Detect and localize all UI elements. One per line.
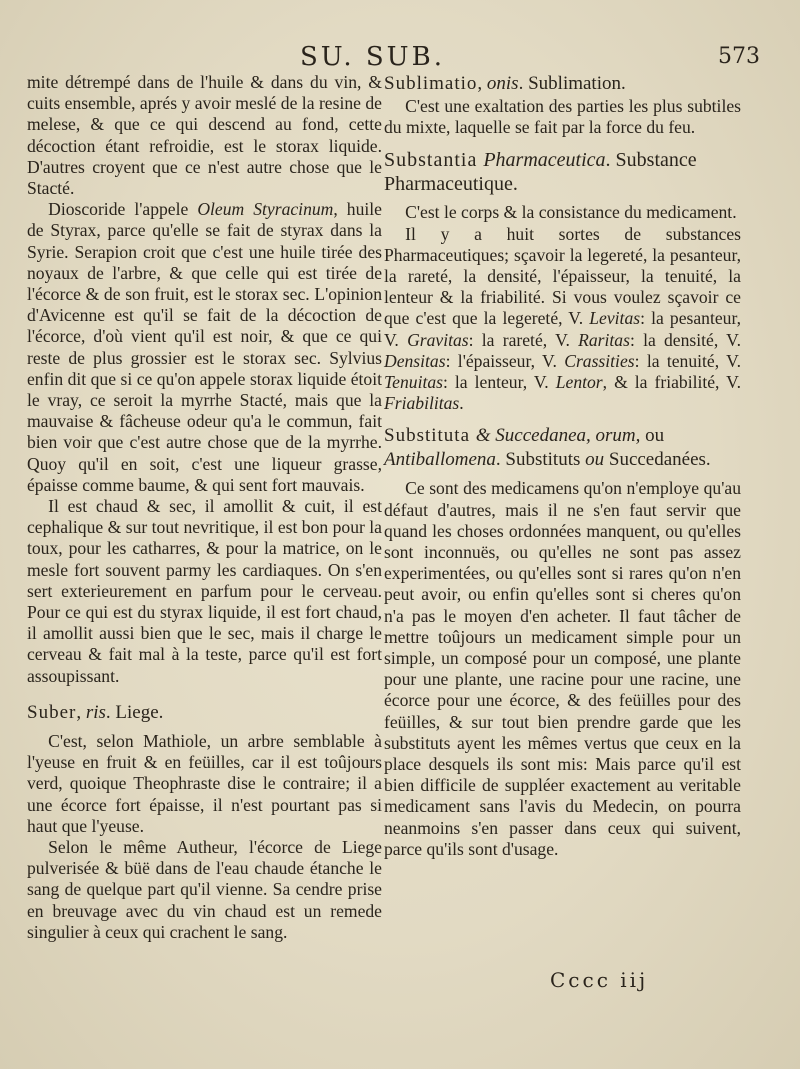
substituta-translation-b: Succedanées. [604, 449, 711, 471]
page-header [0, 42, 800, 72]
kinds-text-f: : la tenuité, V. [634, 350, 741, 371]
page-number: 573 [718, 44, 760, 69]
substituta-headword: Substituta [384, 425, 476, 447]
entry-heading-sublimatio [384, 72, 741, 96]
substituta-antiballomena: Antiballomena [384, 449, 496, 471]
dioscoride-text-a: Dioscoride l'appele [48, 199, 198, 220]
sublimatio-translation: . Sublimation. [518, 73, 626, 94]
suber-translation: . Liege. [105, 701, 164, 723]
kinds-text-g: : la lenteur, V. [443, 372, 556, 393]
spacer [384, 138, 741, 148]
ref-friabilitas: Friabilitas [384, 393, 460, 414]
kinds-text-c: : la rareté, V. [468, 329, 579, 350]
ref-raritas: Raritas [578, 329, 630, 350]
left-column [27, 72, 382, 943]
entry-heading-substituta [384, 424, 741, 472]
substantia-translation: . Substance Pharmaceutique. [384, 149, 697, 196]
sublimatio-genitive: onis [486, 73, 519, 94]
ref-densitas: Densitas [384, 350, 446, 371]
ref-levitas: Levitas [589, 308, 641, 329]
kinds-text-d: : la densité, V. [629, 329, 741, 350]
substantia-kinds-paragraph [384, 224, 741, 415]
suber-sep: , [76, 701, 86, 723]
suber-headword: Suber [27, 701, 77, 723]
substituta-definition-paragraph: Ce sont des medicamens qu'on n'employe qu'au défaut d'autres, mais il ne s'en faut servir que quand les choses ordonnées manquent, ou qu'elles sont inconnuës, ou qu'elles ne sont pas assez experimentées, ou qu'elles sont si rares qu'on n'en peut avoir, ou enfin qu'elles sont si cheres qu'on n'a pas le moyen d'en acheter. Il faut tâcher de mettre toûjours un medicament simple pour un simple, un composé pour un composé, une plante pour une plante, une racine pour une racine, une écorce pour une écorce, & des feüilles pour des feüilles, & sur tout bien prendre garde que les substituts ayent les mêmes vertus que ceux en la place desquels ils sont mis: Mais parce qu'il est bien difficile de suppléer exactement au veritable medicament sans l'avis du Medecin, on pourra neanmoins s'en passer dans ceux qui suivent, parce qu'ils sont d'usage. [384, 478, 741, 859]
properties-paragraph: Il est chaud & sec, il amollit & cuit, il est cephalique & sur tout nevritique, il est bon pour la toux, pour les catharres, & pour la matrice, on le mesle fort souvent parmy les cardiaques. On s'en sert exterieurement en parfum pour le cerveau. Pour ce qui est du styrax liquide, il est fort chaud, il amollit aussi bien que le sec, mais il charge le cerveau & fait mal à la teste, parce qu'il est fort assoupissant. [27, 496, 382, 686]
substituta-translation-a: . Substituts [495, 449, 586, 471]
ref-crassities: Crassities [564, 350, 635, 371]
sublimatio-headword: Sublimatio [384, 73, 478, 94]
entry-heading-suber [27, 701, 382, 725]
substantia-headword: Substantia [384, 149, 484, 172]
spacer [27, 687, 382, 701]
kinds-text-i: . [459, 393, 464, 414]
kinds-text-b: : la pesanteur, V. [384, 308, 741, 350]
substituta-ou: ou [585, 449, 605, 471]
kinds-text-h: , & la friabilité, V. [602, 372, 741, 393]
suber-description-paragraph: C'est, selon Mathiole, un arbre semblable à l'yeuse en fruit & en feüilles, car il est toûjours verd, quoique Theophraste dise le contraire; il a une écorce fort épaisse, il n'est pourtant pas si haut que l'yeuse. [27, 730, 382, 836]
oleum-styracinum-term: Oleum Styracinum [197, 199, 334, 220]
substantia-qualifier: Pharmaceutica [483, 149, 606, 172]
running-head: SU. SUB. [300, 42, 445, 72]
ref-tenuitas: Tenuitas [384, 372, 443, 393]
styrax-continuation-paragraph: mite détrempé dans de l'huile & dans du vin, & cuits ensemble, aprés y avoir meslé de la resine de melese, & que ce qui descend au fond, cette décoction étant refroidie, est le storax liquide. D'autres croyent que ce n'est autre chose que le Stacté. [27, 72, 382, 199]
kinds-text-e: : l'épaisseur, V. [445, 350, 565, 371]
signature-mark: Cccc iij [550, 968, 649, 992]
right-column [384, 72, 741, 860]
substituta-variant: & Succedanea, orum, [475, 425, 641, 447]
substituta-or: ou [640, 425, 665, 447]
dioscoride-paragraph [27, 199, 382, 496]
substantia-definition-paragraph: C'est le corps & la consistance du medicament. [405, 202, 737, 223]
ref-lentor: Lentor [555, 372, 603, 393]
entry-heading-substantia [384, 148, 741, 196]
spacer [384, 414, 741, 424]
sublimatio-definition-paragraph: C'est une exaltation des parties les plus subtiles du mixte, laquelle se fait par la force du feu. [384, 96, 741, 138]
dioscoride-text-b: , huile de Styrax, parce qu'elle se fait de styrax dans la Syrie. Serapion croit que c'est une huile tirée des noyaux de l'arbre, & que celle qui est tirée de l'écorce & de son fruit, est le storax sec. L'opinion d'Avicenne est qu'il se fait de la décoction de l'écorce, d'où vient qu'il est noir, & que ce qui reste de plus grossier est le storax sec. Sylvius enfin dit que si ce qu'on appele storax liquide étoit le vray, ce seroit la myrrhe Stacté, mais que la mauvaise & fâcheuse odeur qu'a le commun, fait bien voir que c'est autre chose que de la myrrhe. Quoy qu'il en soit, c'est une liqueur grasse, épaisse comme baume, & qui sent fort mauvais. [27, 199, 382, 495]
suber-genitive: ris [85, 701, 106, 723]
suber-uses-paragraph: Selon le même Autheur, l'écorce de Liege pulverisée & büë dans de l'eau chaude étanche le sang de quelque part qu'il vienne. Sa cendre prise en breuvage avec du vin chaud est un remede singulier à ceux qui crachent le sang. [27, 836, 382, 942]
kinds-text-a: Il y a huit sortes de substances Pharmaceutiques; sçavoir la legereté, la pesanteur, la rareté, la densité, l'épaisseur, la tenuité, la lenteur & la friabilité. Si vous voulez sçavoir ce que c'est que la legereté, V. [384, 223, 741, 329]
ref-gravitas: Gravitas [407, 329, 469, 350]
sublimatio-sep: , [477, 73, 487, 94]
